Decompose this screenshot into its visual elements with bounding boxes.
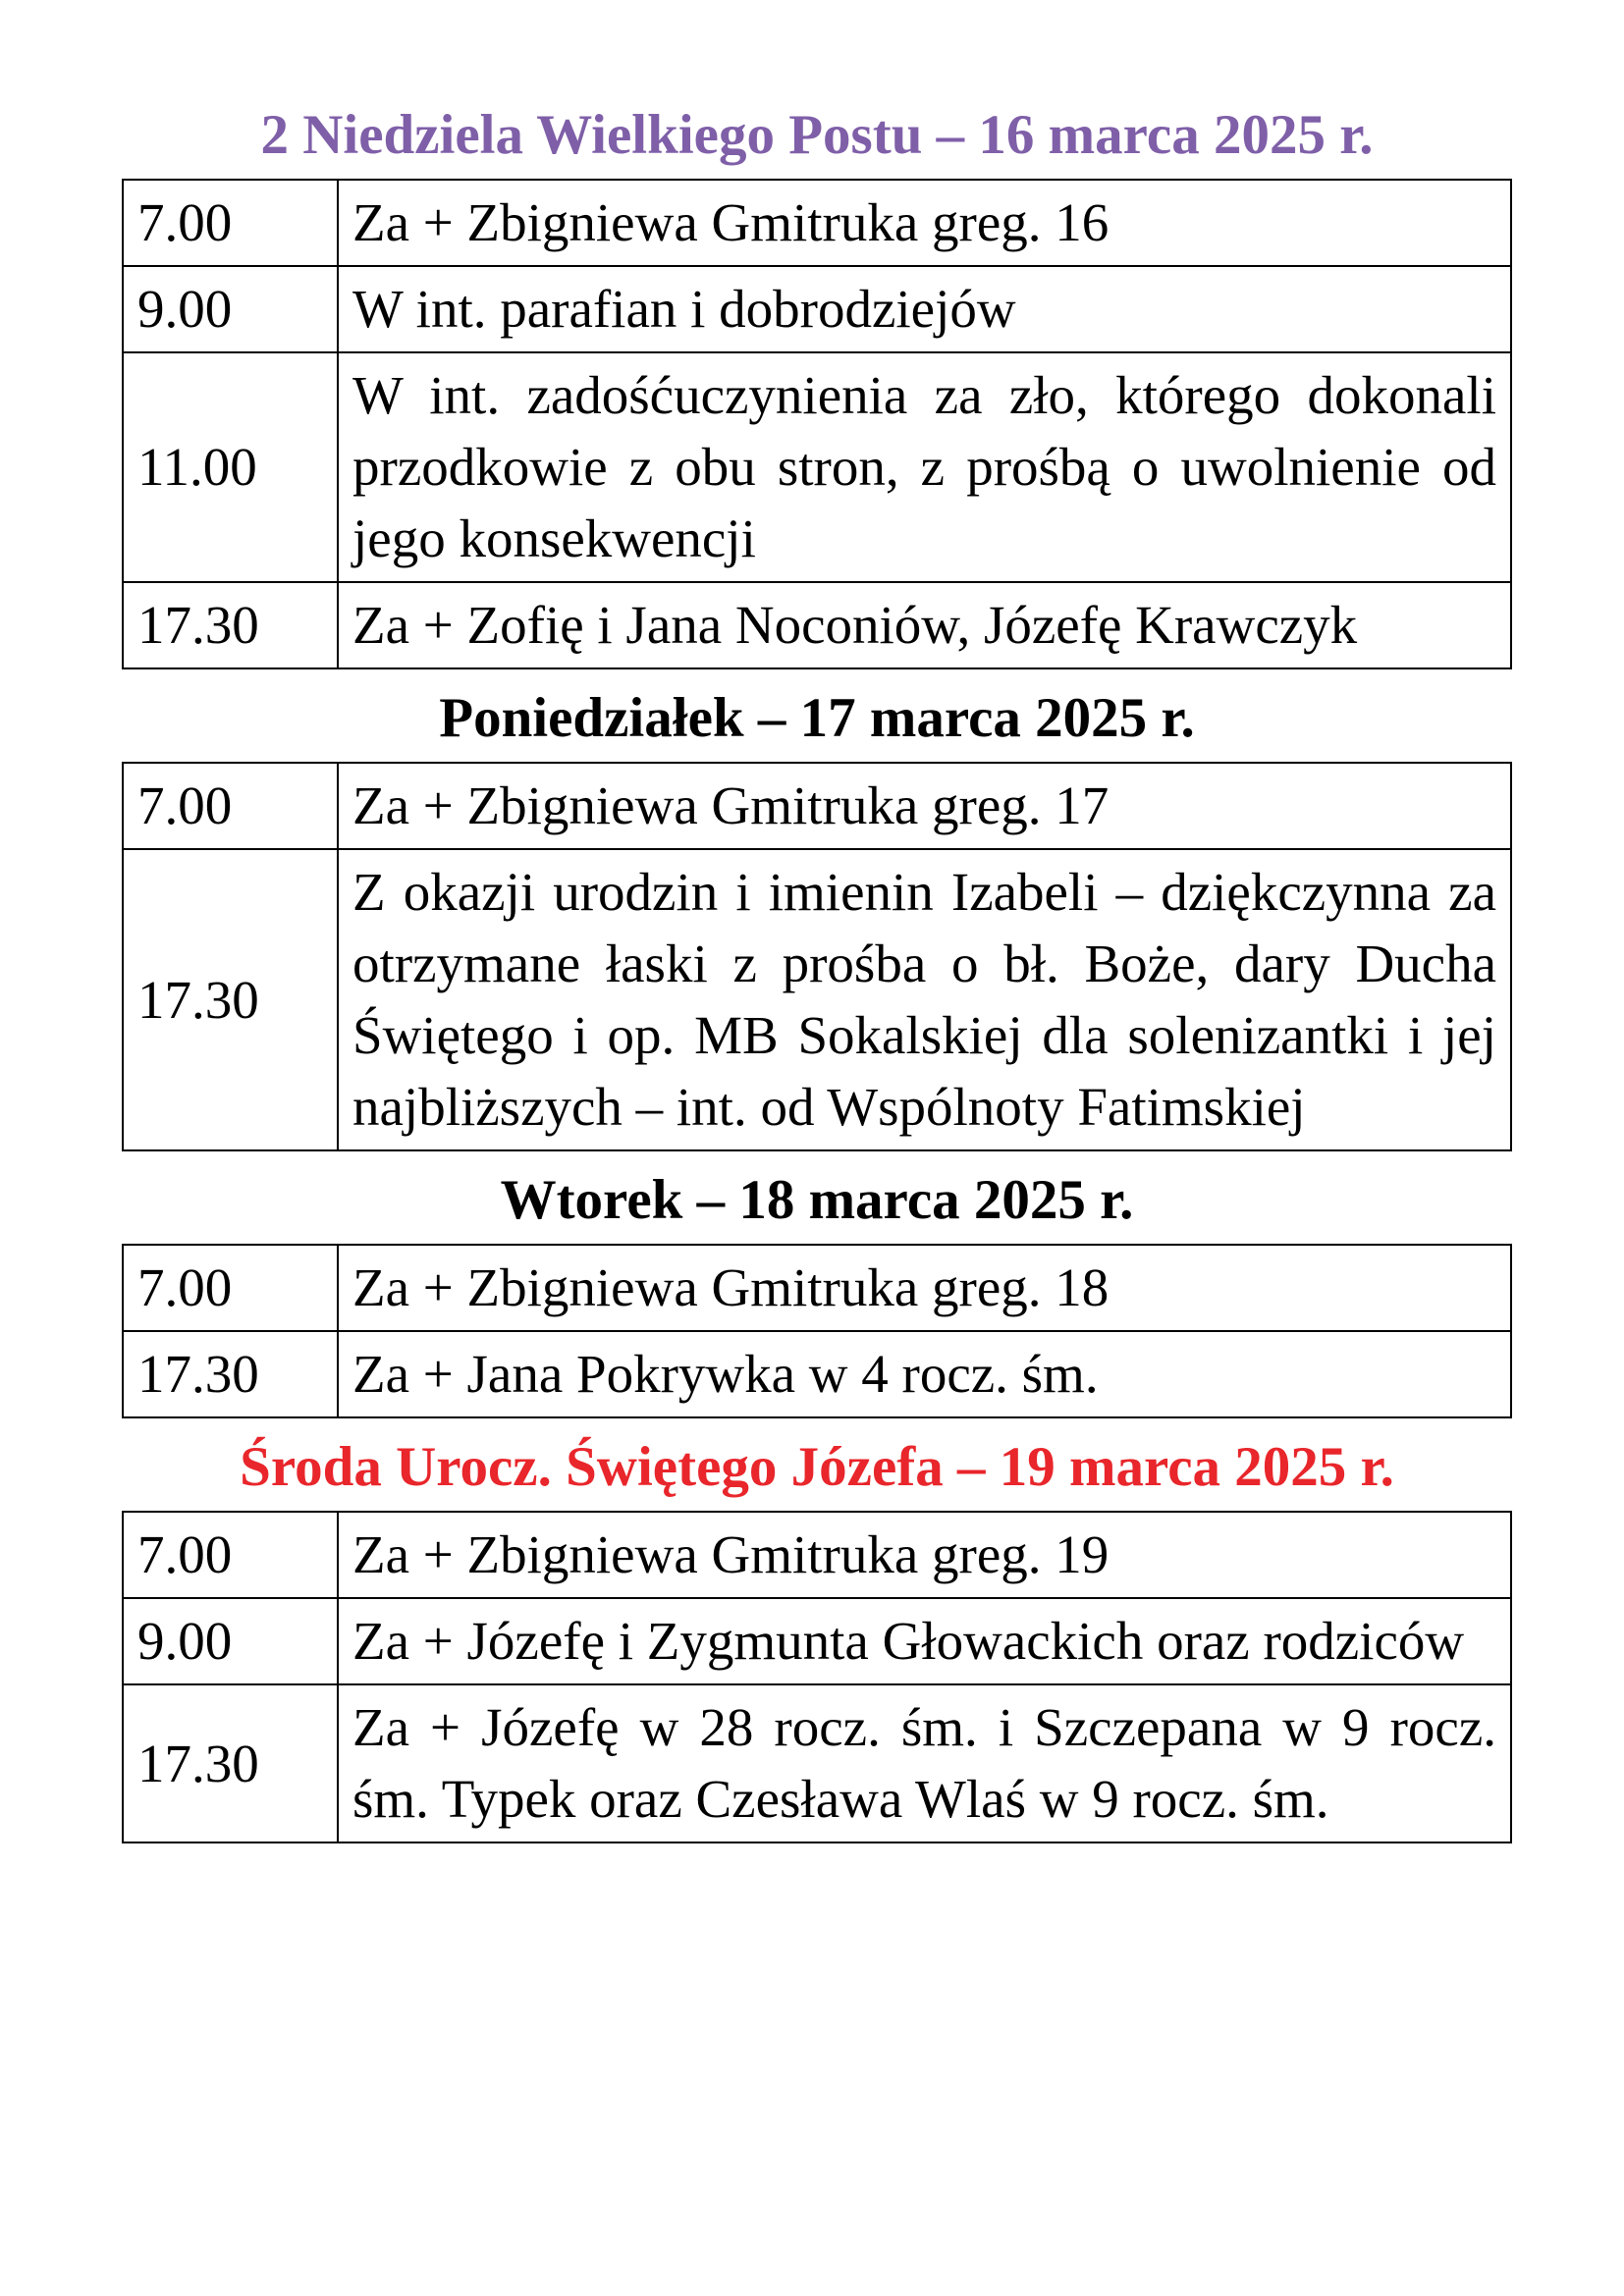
day-title: Poniedziałek – 17 marca 2025 r. [439, 687, 1195, 749]
mass-time: 17.30 [123, 582, 338, 668]
table-row [123, 849, 1511, 1150]
mass-time: 17.30 [123, 1684, 338, 1842]
mass-time: 7.00 [123, 1245, 338, 1331]
table-row [123, 1512, 1511, 1598]
mass-intention: Za + Zbigniewa Gmitruka greg. 16 [338, 180, 1511, 266]
mass-intention: Za + Zbigniewa Gmitruka greg. 17 [338, 763, 1511, 849]
table-row [123, 1684, 1511, 1842]
table-row [123, 1245, 1511, 1331]
mass-intention: Za + Józefę w 28 rocz. śm. i Szczepana w 9 rocz. śm. Typek oraz Czesława Wlaś w 9 rocz. śm. [338, 1684, 1511, 1842]
mass-intention: Za + Józefę i Zygmunta Głowackich oraz rodziców [338, 1598, 1511, 1684]
mass-time: 7.00 [123, 180, 338, 266]
mass-intention: Za + Jana Pokrywka w 4 rocz. śm. [338, 1331, 1511, 1417]
mass-intention: Za + Zbigniewa Gmitruka greg. 19 [338, 1512, 1511, 1598]
day-title: 2 Niedziela Wielkiego Postu – 16 marca 2025 r. [260, 104, 1374, 166]
mass-time: 17.30 [123, 1331, 338, 1417]
mass-intention: W int. zadośćuczynienia za zło, którego dokonali przodkowie z obu stron, z prośbą o uwolnienie od jego konsekwencji [338, 352, 1511, 582]
mass-time: 7.00 [123, 763, 338, 849]
mass-schedule [122, 98, 1512, 1855]
mass-intention: Z okazji urodzin i imienin Izabeli – dziękczynna za otrzymane łaski z prośba o bł. Boże, dary Ducha Świętego i op. MB Sokalskiej dla solenizantki i jej najbliższych – int. od Wspólnoty Fatimskiej [338, 849, 1511, 1150]
table-row [123, 1598, 1511, 1684]
table-row [123, 352, 1511, 582]
table-row [123, 582, 1511, 668]
day-title: Wtorek – 18 marca 2025 r. [500, 1169, 1134, 1231]
mass-time: 11.00 [123, 352, 338, 582]
mass-time: 7.00 [123, 1512, 338, 1598]
mass-time: 9.00 [123, 1598, 338, 1684]
day-title: Środa Urocz. Świętego Józefa – 19 marca 2025 r. [240, 1436, 1394, 1498]
table-row [123, 763, 1511, 849]
table-row [123, 266, 1511, 352]
table-row [123, 180, 1511, 266]
mass-intention: Za + Zofię i Jana Noconiów, Józefę Krawczyk [338, 582, 1511, 668]
mass-table [122, 1244, 1512, 1418]
mass-time: 9.00 [123, 266, 338, 352]
mass-table [122, 762, 1512, 1151]
mass-table [122, 1511, 1512, 1843]
mass-intention: Za + Zbigniewa Gmitruka greg. 18 [338, 1245, 1511, 1331]
mass-table [122, 179, 1512, 669]
mass-intention: W int. parafian i dobrodziejów [338, 266, 1511, 352]
mass-time: 17.30 [123, 849, 338, 1150]
table-row [123, 1331, 1511, 1417]
